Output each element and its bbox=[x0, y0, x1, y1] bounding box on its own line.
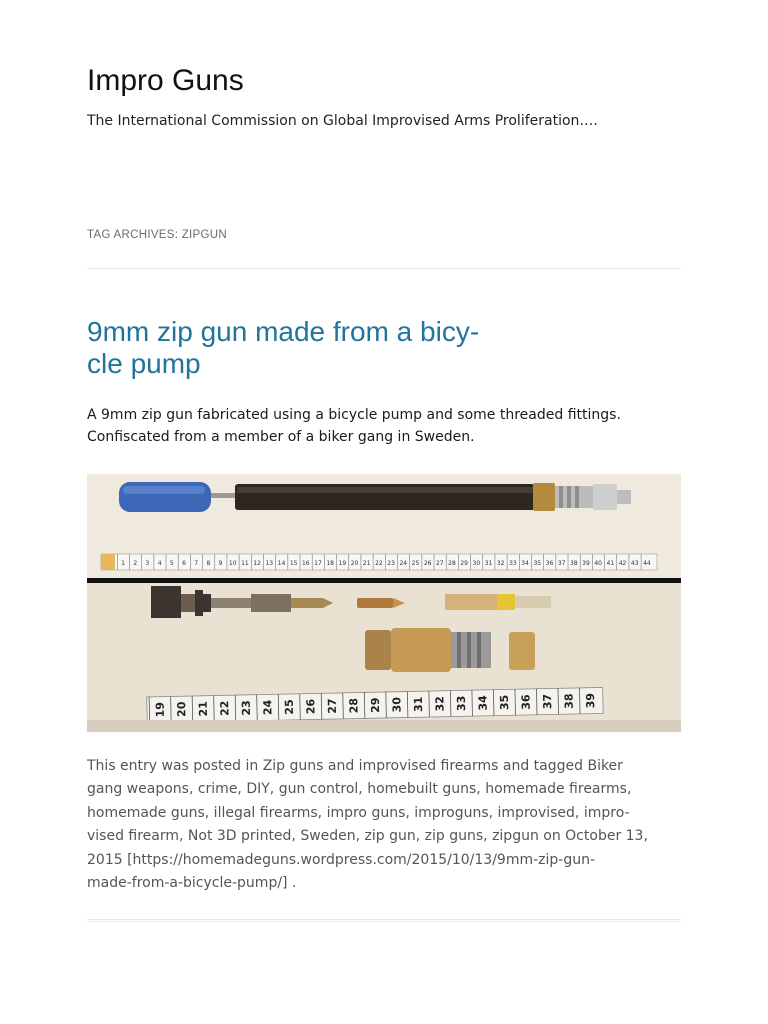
ruler-number: 41 bbox=[606, 560, 615, 567]
ruler-number: 38 bbox=[569, 560, 578, 567]
ruler-number: 22 bbox=[218, 700, 232, 717]
ruler-tick bbox=[543, 554, 544, 570]
ruler-number: 26 bbox=[304, 698, 318, 715]
ruler-number: 37 bbox=[540, 693, 555, 710]
post-title-line[interactable]: cle pump bbox=[87, 348, 201, 379]
ruler-number: 30 bbox=[472, 560, 481, 567]
ruler-tick bbox=[239, 554, 240, 570]
ruler-tick bbox=[154, 554, 155, 570]
ruler-number: 7 bbox=[194, 560, 199, 567]
excerpt-line: Confiscated from a member of a biker gang in Sweden. bbox=[87, 429, 475, 445]
ruler-number: 19 bbox=[338, 560, 347, 567]
ruler-tick bbox=[470, 554, 471, 570]
ruler-number: 38 bbox=[562, 693, 576, 709]
ruler-tick bbox=[409, 554, 410, 570]
ruler-number: 24 bbox=[399, 560, 408, 567]
ruler-number: 35 bbox=[497, 694, 512, 711]
ruler-tick bbox=[458, 554, 459, 570]
ruler-number: 13 bbox=[265, 560, 274, 567]
ruler-tick bbox=[580, 554, 581, 570]
ruler-number: 25 bbox=[282, 699, 297, 715]
ruler-number: 36 bbox=[519, 694, 533, 710]
ruler-tick bbox=[275, 554, 276, 570]
ruler-number: 43 bbox=[630, 560, 639, 567]
excerpt-line: A 9mm zip gun fabricated using a bicycle pump and some threaded fittings. bbox=[87, 407, 621, 423]
ruler-tick bbox=[373, 554, 374, 570]
ruler-tick bbox=[629, 554, 630, 570]
ruler-number: 24 bbox=[261, 699, 275, 716]
ruler-number: 17 bbox=[314, 560, 322, 567]
ruler-number: 42 bbox=[618, 560, 627, 567]
ruler-tick bbox=[129, 554, 130, 570]
ruler-number: 1 bbox=[121, 560, 126, 567]
ruler-tick bbox=[397, 554, 398, 570]
ruler-tick bbox=[641, 554, 642, 570]
ruler-tick bbox=[312, 554, 313, 570]
ruler-tick bbox=[434, 554, 435, 570]
ruler-tick bbox=[361, 554, 362, 570]
divider bbox=[87, 919, 681, 922]
ruler-number: 40 bbox=[594, 560, 603, 567]
ruler-number: 31 bbox=[484, 560, 493, 567]
ruler-tick bbox=[324, 554, 325, 570]
ruler-number: 33 bbox=[509, 560, 517, 567]
ruler-tick bbox=[592, 554, 593, 570]
ruler-number: 34 bbox=[476, 695, 490, 711]
ruler-number: 9 bbox=[218, 560, 223, 567]
ruler-tick bbox=[422, 554, 423, 570]
ruler-tick bbox=[190, 554, 191, 570]
ruler-number: 20 bbox=[350, 560, 359, 567]
ruler-number: 19 bbox=[153, 701, 167, 718]
ruler-number: 32 bbox=[433, 696, 447, 712]
meta-line: homemade guns, illegal firearms, impro guns, improguns, improvised, impro- bbox=[87, 804, 630, 821]
ruler-tick bbox=[556, 554, 557, 570]
site-title[interactable]: Impro Guns bbox=[87, 64, 244, 97]
ruler-number: 3 bbox=[145, 560, 150, 567]
ruler-tick bbox=[263, 554, 264, 570]
ruler-tick bbox=[202, 554, 203, 570]
ruler-tick bbox=[227, 554, 228, 570]
ruler-number: 6 bbox=[182, 560, 186, 567]
ruler-tick bbox=[482, 554, 483, 570]
ruler-tick bbox=[336, 554, 337, 570]
divider bbox=[87, 268, 681, 269]
ruler-number: 23 bbox=[387, 560, 395, 567]
ruler-number: 2 bbox=[133, 560, 138, 567]
post-title-line[interactable]: 9mm zip gun made from a bicy- bbox=[87, 316, 480, 347]
ruler-number: 34 bbox=[521, 560, 529, 567]
post-photo bbox=[87, 474, 681, 732]
ruler-number: 30 bbox=[390, 696, 404, 713]
ruler-number: 20 bbox=[175, 701, 189, 718]
ruler-number: 5 bbox=[169, 560, 174, 567]
ruler-tick bbox=[568, 554, 569, 570]
ruler-number: 15 bbox=[289, 560, 298, 567]
meta-line: made-from-a-bicycle-pump/] . bbox=[87, 875, 297, 892]
ruler-number: 4 bbox=[157, 560, 162, 567]
ruler-number: 28 bbox=[448, 560, 456, 567]
ruler-tick bbox=[531, 554, 532, 570]
post-excerpt bbox=[87, 404, 681, 448]
ruler-tick bbox=[616, 554, 617, 570]
site-description: The International Commission on Global Improvised Arms Proliferation…. bbox=[87, 113, 598, 129]
ruler-number: 27 bbox=[435, 560, 444, 567]
meta-line: gang weapons, crime, DIY, gun control, homebuilt guns, homemade firearms, bbox=[87, 781, 632, 798]
ruler-number: 39 bbox=[583, 692, 598, 709]
meta-line: vised firearm, Not 3D printed, Sweden, zip gun, zip guns, zipgun on October 13, bbox=[87, 828, 648, 845]
ruler-tick bbox=[141, 554, 142, 570]
ruler-number: 29 bbox=[460, 560, 469, 567]
ruler-number: 23 bbox=[239, 700, 253, 716]
meta-line: 2015 [https://homemadeguns.wordpress.com/2015/10/13/9mm-zip-gun- bbox=[87, 851, 596, 868]
ruler-number: 10 bbox=[228, 560, 237, 567]
ruler-number: 27 bbox=[325, 698, 340, 714]
ruler-number: 21 bbox=[196, 700, 210, 717]
ruler-number: 35 bbox=[533, 560, 542, 567]
ruler-number: 28 bbox=[347, 697, 361, 714]
ruler-tick bbox=[251, 554, 252, 570]
ruler-number: 21 bbox=[362, 560, 371, 567]
ruler-number: 12 bbox=[253, 560, 261, 567]
ruler-number: 39 bbox=[582, 560, 590, 567]
ruler-tick bbox=[300, 554, 301, 570]
ruler-tick bbox=[166, 554, 167, 570]
post-title[interactable] bbox=[87, 316, 607, 380]
ruler-number: 32 bbox=[496, 560, 505, 567]
ruler-number: 36 bbox=[545, 560, 554, 567]
ruler-tick bbox=[495, 554, 496, 570]
ruler-tick bbox=[178, 554, 179, 570]
post-meta bbox=[87, 755, 681, 895]
ruler-number: 11 bbox=[241, 560, 249, 567]
ruler-tick bbox=[385, 554, 386, 570]
ruler-number: 8 bbox=[206, 560, 211, 567]
ruler-number: 18 bbox=[326, 560, 335, 567]
ruler-tick bbox=[288, 554, 289, 570]
ruler-tick bbox=[507, 554, 508, 570]
ruler-tick bbox=[604, 554, 605, 570]
ruler-number: 44 bbox=[643, 560, 651, 567]
ruler-tick bbox=[519, 554, 520, 570]
archive-label: TAG ARCHIVES: ZIPGUN bbox=[87, 229, 227, 241]
ruler-number: 25 bbox=[411, 560, 420, 567]
ruler-number: 37 bbox=[557, 560, 566, 567]
ruler-number: 31 bbox=[411, 696, 426, 713]
ruler-tick bbox=[117, 554, 118, 570]
ruler-number: 16 bbox=[301, 560, 310, 567]
ruler-tick bbox=[446, 554, 447, 570]
ruler-number: 22 bbox=[375, 560, 383, 567]
meta-line: This entry was posted in Zip guns and improvised firearms and tagged Biker bbox=[87, 758, 623, 774]
ruler-number: 26 bbox=[423, 560, 432, 567]
ruler-number: 33 bbox=[454, 695, 469, 712]
ruler-tick bbox=[348, 554, 349, 570]
ruler-tick bbox=[214, 554, 215, 570]
ruler-number: 14 bbox=[277, 560, 286, 567]
ruler-number: 29 bbox=[368, 697, 383, 713]
